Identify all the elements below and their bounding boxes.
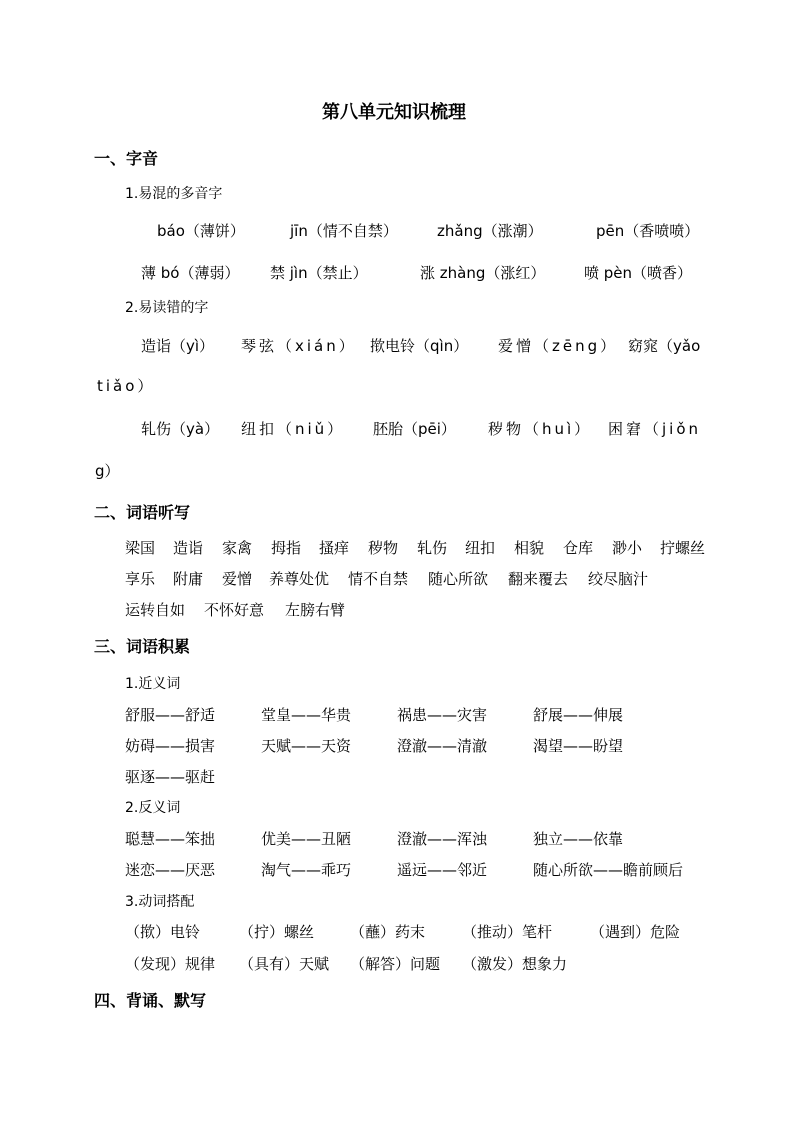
antonym-pair: 遥远——邻近 (397, 861, 488, 879)
pinyin-item: 轧伤（yà） (141, 420, 220, 438)
verb-collocation: （推动）笔杆 (462, 923, 553, 941)
word-item: 不怀好意 (204, 601, 265, 619)
synonym-pair: 天赋——天资 (261, 737, 352, 755)
pinyin-item: pēn（香喷喷） (596, 222, 700, 240)
antonym-pair: 独立——依靠 (533, 830, 624, 848)
subheading-polyphonic: 1.易混的多音字 (125, 186, 223, 202)
word-item: 梁国 (125, 539, 156, 557)
word-item: 纽扣 (465, 539, 496, 557)
pinyin-item-continued: tiǎo） (97, 377, 156, 395)
word-item: 轧伤 (417, 539, 448, 557)
section-heading-recitation: 四、背诵、默写 (94, 991, 207, 1010)
word-item: 左膀右臂 (285, 601, 346, 619)
pinyin-item: 纽扣（niǔ） (241, 420, 346, 438)
synonym-pair: 妨碍——损害 (125, 737, 216, 755)
pinyin-item: 喷 pèn（喷香） (584, 264, 693, 282)
pinyin-item: 薄 bó（薄弱） (141, 264, 240, 282)
antonym-pair: 澄澈——浑浊 (397, 830, 488, 848)
word-item: 渺小 (612, 539, 643, 557)
word-item: 秽物 (368, 539, 399, 557)
antonym-pair: 优美——丑陋 (261, 830, 352, 848)
word-item: 造诣 (173, 539, 204, 557)
section-heading-vocabulary: 三、词语积累 (94, 637, 191, 656)
synonym-pair: 驱逐——驱赶 (125, 768, 216, 786)
word-item: 附庸 (173, 570, 204, 588)
pinyin-item: báo（薄饼） (157, 222, 245, 240)
word-item: 养尊处优 (269, 570, 330, 588)
pinyin-item: jīn（情不自禁） (290, 222, 398, 240)
section-heading-pronunciation: 一、字音 (94, 149, 159, 168)
pinyin-item: 窈窕（yǎo (628, 337, 701, 355)
verb-collocation: （发现）规律 (125, 955, 216, 973)
pinyin-item: 造诣（yì） (141, 337, 215, 355)
antonym-pair: 随心所欲——瞻前顾后 (533, 861, 684, 879)
word-item: 翻来覆去 (508, 570, 569, 588)
synonym-pair: 澄澈——清澈 (397, 737, 488, 755)
subheading-verb-collocation: 3.动词搭配 (125, 894, 195, 910)
pinyin-item: 秽物（huì） (488, 420, 593, 438)
antonym-pair: 聪慧——笨拙 (125, 830, 216, 848)
verb-collocation: （蘸）药末 (350, 923, 426, 941)
verb-collocation: （拧）螺丝 (239, 923, 315, 941)
pinyin-item: 胚胎（pēi） (373, 420, 456, 438)
pinyin-item: 困窘（jiǒn (608, 420, 702, 438)
pinyin-item-continued: g） (95, 462, 120, 480)
synonym-pair: 舒服——舒适 (125, 706, 216, 724)
pinyin-item: 禁 jìn（禁止） (270, 264, 368, 282)
synonym-pair: 祸患——灾害 (397, 706, 488, 724)
word-item: 运转自如 (125, 601, 186, 619)
pinyin-item: zhǎng（涨潮） (437, 222, 543, 240)
word-item: 情不自禁 (348, 570, 409, 588)
pinyin-item: 揿电铃（qìn） (370, 337, 469, 355)
word-item: 仓库 (563, 539, 594, 557)
subheading-antonyms: 2.反义词 (125, 800, 181, 816)
word-item: 绞尽脑汁 (588, 570, 649, 588)
verb-collocation: （揿）电铃 (125, 923, 201, 941)
antonym-pair: 迷恋——厌恶 (125, 861, 216, 879)
subheading-hard-words: 2.易读错的字 (125, 300, 209, 316)
synonym-pair: 舒展——伸展 (533, 706, 624, 724)
verb-collocation: （具有）天赋 (239, 955, 330, 973)
word-item: 随心所欲 (428, 570, 489, 588)
verb-collocation: （激发）想象力 (462, 955, 568, 973)
pinyin-item: 涨 zhàng（涨红） (420, 264, 546, 282)
verb-collocation: （遇到）危险 (590, 923, 681, 941)
section-heading-dictation: 二、词语听写 (94, 503, 191, 522)
synonym-pair: 堂皇——华贵 (261, 706, 352, 724)
pinyin-item: 琴弦（xián） (241, 337, 357, 355)
page-title: 第八单元知识梳理 (322, 102, 466, 123)
antonym-pair: 淘气——乖巧 (261, 861, 352, 879)
word-item: 家禽 (222, 539, 253, 557)
verb-collocation: （解答）问题 (350, 955, 441, 973)
word-item: 相貌 (514, 539, 545, 557)
word-item: 搔痒 (319, 539, 350, 557)
synonym-pair: 渴望——盼望 (533, 737, 624, 755)
pinyin-item: 爱憎（zēng） (498, 337, 619, 355)
word-item: 拇指 (271, 539, 302, 557)
word-item: 爱憎 (222, 570, 253, 588)
word-item: 拧螺丝 (660, 539, 706, 557)
subheading-synonyms: 1.近义词 (125, 676, 181, 692)
word-item: 享乐 (125, 570, 156, 588)
